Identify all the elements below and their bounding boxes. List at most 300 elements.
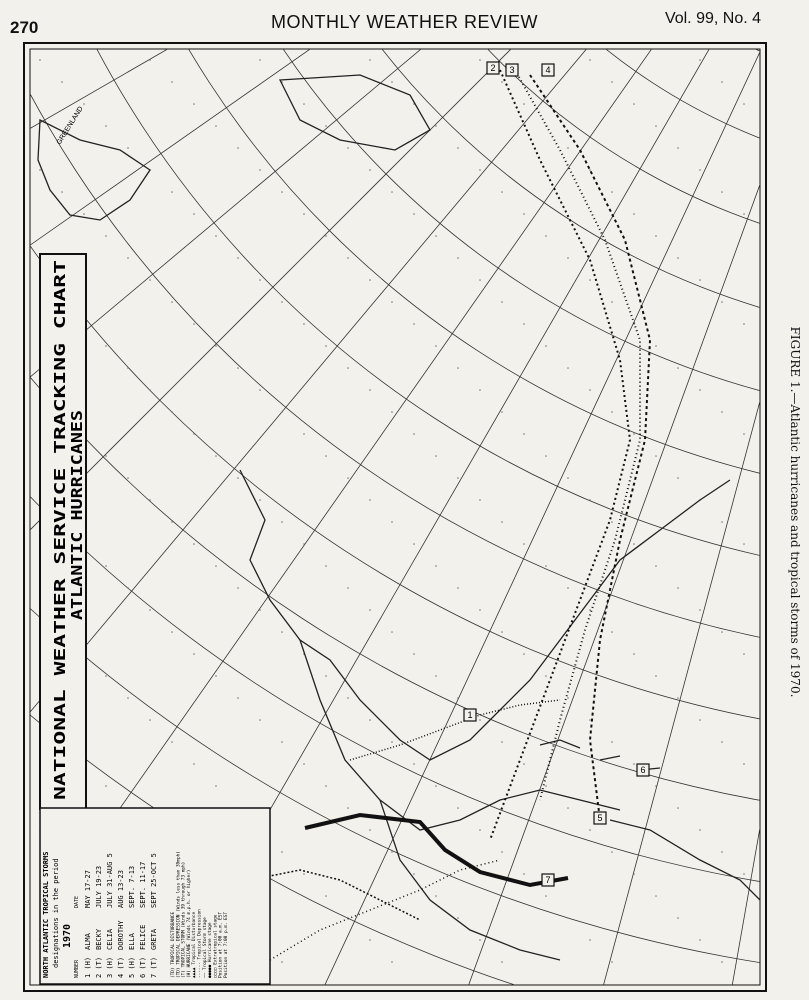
grid-dot bbox=[567, 477, 569, 479]
legend-storm-number: 6 (T) bbox=[139, 956, 147, 978]
grid-dot bbox=[633, 873, 635, 875]
south-america-coast bbox=[610, 820, 760, 900]
grid-dot bbox=[303, 103, 305, 105]
grid-dot bbox=[677, 807, 679, 809]
grid-dot bbox=[149, 719, 151, 721]
legend-storm-date: SEPT 25-OCT 5 bbox=[150, 853, 158, 908]
legend-storm-name: BECKY bbox=[95, 928, 103, 950]
storm-marker-number: 3 bbox=[509, 65, 515, 75]
grid-dot bbox=[193, 323, 195, 325]
grid-dot bbox=[369, 389, 371, 391]
grid-dot bbox=[721, 521, 723, 523]
grid-dot bbox=[105, 455, 107, 457]
meridian-line bbox=[62, 0, 704, 891]
grid-dot bbox=[435, 345, 437, 347]
grid-dot bbox=[589, 169, 591, 171]
europe-coast bbox=[280, 75, 430, 150]
grid-dot bbox=[743, 103, 745, 105]
legend-col-date: DATE bbox=[74, 895, 80, 908]
grid-dot bbox=[215, 235, 217, 237]
grid-dot bbox=[743, 763, 745, 765]
grid-dot bbox=[501, 961, 503, 963]
grid-dot bbox=[699, 59, 701, 61]
grid-dot bbox=[215, 455, 217, 457]
chart-title-line2: ATLANTIC HURRICANES bbox=[68, 448, 86, 620]
grid-dot bbox=[611, 961, 613, 963]
grid-dot bbox=[215, 675, 217, 677]
grid-dot bbox=[721, 301, 723, 303]
chart-title-box bbox=[40, 254, 86, 809]
grid-dot bbox=[127, 147, 129, 149]
grid-dot bbox=[61, 81, 63, 83]
legend-storm-date: JULY 31-AUG 5 bbox=[106, 853, 114, 908]
grid-dot bbox=[457, 697, 459, 699]
grid-dot bbox=[523, 433, 525, 435]
grid-dot bbox=[391, 521, 393, 523]
grid-dot bbox=[589, 719, 591, 721]
grid-dot bbox=[523, 213, 525, 215]
grid-dot bbox=[83, 103, 85, 105]
grid-dot bbox=[523, 323, 525, 325]
grid-dot bbox=[523, 763, 525, 765]
grid-dot bbox=[501, 191, 503, 193]
legend-key-item: (T) TROPICAL STORM (Winds 39 through 73 mph) bbox=[181, 861, 187, 978]
grid-dot bbox=[721, 81, 723, 83]
storm-track-4 bbox=[530, 75, 650, 820]
grid-dot bbox=[611, 81, 613, 83]
grid-dot bbox=[325, 345, 327, 347]
grid-dot bbox=[237, 147, 239, 149]
storm-marker-number: 6 bbox=[640, 765, 646, 775]
grid-dot bbox=[281, 521, 283, 523]
grid-dot bbox=[303, 763, 305, 765]
grid-dot bbox=[633, 763, 635, 765]
grid-dot bbox=[435, 895, 437, 897]
grid-dot bbox=[611, 631, 613, 633]
grid-dot bbox=[699, 279, 701, 281]
grid-dot bbox=[105, 785, 107, 787]
grid-dot bbox=[545, 675, 547, 677]
volume-number: Vol. 99, No. 4 bbox=[664, 10, 761, 27]
grid-dot bbox=[655, 785, 657, 787]
grid-dot bbox=[325, 565, 327, 567]
grid-dot bbox=[391, 301, 393, 303]
grid-dot bbox=[721, 851, 723, 853]
grid-dot bbox=[721, 191, 723, 193]
grid-dot bbox=[545, 345, 547, 347]
grid-dot bbox=[545, 895, 547, 897]
grid-dot bbox=[457, 367, 459, 369]
grid-dot bbox=[743, 323, 745, 325]
grid-dot bbox=[523, 103, 525, 105]
grid-dot bbox=[259, 499, 261, 501]
grid-dot bbox=[633, 653, 635, 655]
grid-dot bbox=[611, 521, 613, 523]
chart-title-line1: NATIONAL WEATHER SERVICE TRACKING CHART bbox=[51, 447, 69, 800]
grid-dot bbox=[589, 939, 591, 941]
grid-dot bbox=[545, 235, 547, 237]
gulf-coast bbox=[300, 640, 620, 830]
grid-dot bbox=[655, 125, 657, 127]
grid-dot bbox=[215, 345, 217, 347]
figure-caption: FIGURE 1.—Atlantic hurricanes and tropical storms of 1970. bbox=[788, 326, 802, 698]
grid-dot bbox=[347, 697, 349, 699]
grid-dot bbox=[457, 587, 459, 589]
legend-subheading: designations in the period bbox=[52, 858, 60, 968]
legend-storm-name: GRETA bbox=[150, 928, 158, 950]
grid-dot bbox=[743, 653, 745, 655]
grid-dot bbox=[105, 565, 107, 567]
grid-dot bbox=[435, 675, 437, 677]
grid-dot bbox=[127, 367, 129, 369]
grid-dot bbox=[545, 565, 547, 567]
grid-dot bbox=[413, 213, 415, 215]
grid-dot bbox=[677, 367, 679, 369]
storm-marker-number: 2 bbox=[490, 63, 496, 73]
grid-dot bbox=[369, 829, 371, 831]
storm-track-3 bbox=[515, 70, 640, 800]
grid-dot bbox=[303, 323, 305, 325]
grid-dot bbox=[677, 477, 679, 479]
grid-dot bbox=[567, 697, 569, 699]
grid-dot bbox=[721, 411, 723, 413]
legend-storm-name: FELICE bbox=[139, 924, 147, 950]
grid-dot bbox=[149, 609, 151, 611]
grid-dot bbox=[501, 301, 503, 303]
grid-dot bbox=[325, 675, 327, 677]
grid-dot bbox=[435, 455, 437, 457]
grid-dot bbox=[567, 367, 569, 369]
grid-dot bbox=[127, 587, 129, 589]
grid-dot bbox=[391, 411, 393, 413]
grid-dot bbox=[589, 829, 591, 831]
grid-dot bbox=[677, 587, 679, 589]
meridian-line bbox=[566, 44, 809, 1000]
grid-dot bbox=[479, 499, 481, 501]
grid-dot bbox=[369, 279, 371, 281]
grid-dot bbox=[435, 125, 437, 127]
grid-dot bbox=[281, 741, 283, 743]
legend-storm-date: SEPT. 11-17 bbox=[139, 861, 147, 908]
grid-dot bbox=[171, 81, 173, 83]
grid-dot bbox=[127, 697, 129, 699]
grid-dot bbox=[611, 301, 613, 303]
grid-dot bbox=[171, 191, 173, 193]
grid-dot bbox=[611, 851, 613, 853]
grid-dot bbox=[479, 389, 481, 391]
grid-dot bbox=[215, 125, 217, 127]
parallel-line bbox=[380, 0, 809, 180]
legend-storm-name: ALMA bbox=[84, 933, 92, 950]
grid-dot bbox=[171, 521, 173, 523]
legend-year: 1970 bbox=[62, 923, 73, 948]
grid-dot bbox=[347, 147, 349, 149]
grid-dot bbox=[699, 609, 701, 611]
grid-dot bbox=[743, 433, 745, 435]
grid-dot bbox=[347, 257, 349, 259]
grid-dot bbox=[699, 939, 701, 941]
grid-dot bbox=[105, 125, 107, 127]
grid-dot bbox=[61, 191, 63, 193]
legend-storm-number: 1 (H) bbox=[84, 956, 92, 978]
grid-dot bbox=[457, 477, 459, 479]
legend-key-item: (TD) TROPICAL DEPRESSION (Winds less than 39mph) bbox=[176, 851, 182, 978]
page-number: 270 bbox=[10, 18, 39, 37]
legend-storm-name: CELIA bbox=[106, 928, 114, 950]
legend-key-item: ▲▲▲▲ Tropical Disturbance bbox=[192, 911, 198, 978]
grid-dot bbox=[259, 279, 261, 281]
parallel-line bbox=[60, 0, 809, 500]
parallel-line bbox=[140, 0, 809, 420]
grid-dot bbox=[193, 763, 195, 765]
grid-dot bbox=[259, 719, 261, 721]
storm-marker-number: 7 bbox=[545, 875, 551, 885]
legend-storm-number: 2 (T) bbox=[95, 956, 103, 978]
grid-dot bbox=[325, 895, 327, 897]
parallel-line bbox=[300, 0, 809, 260]
grid-dot bbox=[589, 389, 591, 391]
grid-dot bbox=[237, 257, 239, 259]
legend-key-item: Position at 7:00 a.m. EST bbox=[218, 911, 224, 978]
grid-dot bbox=[435, 565, 437, 567]
grid-dot bbox=[281, 301, 283, 303]
grid-dot bbox=[743, 543, 745, 545]
legend-key-item: ○○○○ Extratropical stage bbox=[213, 914, 219, 978]
grid-dot bbox=[567, 587, 569, 589]
legend-key-item: (TD) TROPICAL DISTURBANCE bbox=[171, 911, 176, 978]
legend-storm-date: AUG 13-23 bbox=[117, 870, 125, 908]
grid-dot bbox=[369, 609, 371, 611]
grid-dot bbox=[435, 785, 437, 787]
grid-dot bbox=[303, 213, 305, 215]
grid-dot bbox=[171, 741, 173, 743]
grid-dot bbox=[479, 169, 481, 171]
legend-storm-name: ELLA bbox=[128, 933, 136, 950]
grid-dot bbox=[523, 873, 525, 875]
meridian-line bbox=[0, 0, 612, 608]
grid-dot bbox=[237, 367, 239, 369]
grid-dot bbox=[633, 213, 635, 215]
grid-dot bbox=[303, 873, 305, 875]
legend-storm-number: 3 (H) bbox=[106, 956, 114, 978]
grid-dot bbox=[501, 851, 503, 853]
grid-dot bbox=[325, 785, 327, 787]
grid-dot bbox=[479, 719, 481, 721]
legend-key-item: ●●●●● Hurricane stage bbox=[208, 922, 214, 978]
grid-dot bbox=[633, 433, 635, 435]
grid-dot bbox=[325, 235, 327, 237]
grid-dot bbox=[193, 543, 195, 545]
grid-dot bbox=[655, 455, 657, 457]
legend-key-item: —— Tropical Storm stage bbox=[202, 917, 208, 978]
grid-dot bbox=[479, 59, 481, 61]
grid-dot bbox=[479, 609, 481, 611]
storm-marker-number: 5 bbox=[597, 813, 603, 823]
grid-dot bbox=[391, 851, 393, 853]
legend-storm-date: MAY 17-27 bbox=[84, 870, 92, 908]
grid-dot bbox=[259, 389, 261, 391]
grid-dot bbox=[303, 433, 305, 435]
grid-dot bbox=[611, 191, 613, 193]
grid-dot bbox=[457, 147, 459, 149]
grid-dot bbox=[149, 59, 151, 61]
central-america-coast bbox=[380, 800, 560, 960]
grid-dot bbox=[567, 257, 569, 259]
storm-marker-number: 1 bbox=[467, 710, 473, 720]
grid-dot bbox=[391, 741, 393, 743]
grid-dot bbox=[171, 631, 173, 633]
grid-dot bbox=[171, 301, 173, 303]
grid-dot bbox=[281, 411, 283, 413]
grid-dot bbox=[369, 59, 371, 61]
grid-dot bbox=[215, 565, 217, 567]
grid-dot bbox=[479, 939, 481, 941]
grid-dot bbox=[127, 477, 129, 479]
parallel-line bbox=[220, 0, 809, 340]
grid-dot bbox=[501, 411, 503, 413]
grid-dot bbox=[457, 807, 459, 809]
grid-dot bbox=[589, 279, 591, 281]
storm-legend-box bbox=[40, 808, 270, 984]
grid-dot bbox=[479, 279, 481, 281]
grid-dot bbox=[281, 191, 283, 193]
grid-dot bbox=[105, 675, 107, 677]
grid-dot bbox=[39, 169, 41, 171]
grid-dot bbox=[105, 235, 107, 237]
grid-dot bbox=[655, 235, 657, 237]
grid-dot bbox=[501, 741, 503, 743]
grid-dot bbox=[413, 543, 415, 545]
legend-storm-date: JULY 19-23 bbox=[95, 865, 103, 908]
grid-dot bbox=[259, 169, 261, 171]
grid-dot bbox=[149, 389, 151, 391]
grid-dot bbox=[655, 675, 657, 677]
grid-dot bbox=[743, 213, 745, 215]
grid-dot bbox=[281, 961, 283, 963]
journal-title: MONTHLY WEATHER REVIEW bbox=[270, 12, 539, 32]
grid-dot bbox=[281, 851, 283, 853]
grid-dot bbox=[413, 433, 415, 435]
grid-dot bbox=[303, 543, 305, 545]
grid-dot bbox=[633, 103, 635, 105]
grid-dot bbox=[589, 59, 591, 61]
grid-dot bbox=[699, 719, 701, 721]
legend-key-item: Position at 7:00 p.m. EST bbox=[224, 911, 229, 978]
grid-dot bbox=[743, 873, 745, 875]
grid-dot bbox=[413, 763, 415, 765]
grid-dot bbox=[567, 147, 569, 149]
greenland-coast bbox=[38, 120, 150, 220]
grid-dot bbox=[655, 895, 657, 897]
legend-storm-number: 4 (T) bbox=[117, 956, 125, 978]
grid-dot bbox=[83, 213, 85, 215]
grid-dot bbox=[677, 257, 679, 259]
grid-dot bbox=[325, 125, 327, 127]
grid-dot bbox=[699, 389, 701, 391]
grid-dot bbox=[347, 587, 349, 589]
grid-dot bbox=[567, 807, 569, 809]
grid-dot bbox=[149, 279, 151, 281]
storm-track-5 bbox=[350, 700, 560, 760]
grid-dot bbox=[655, 345, 657, 347]
grid-dot bbox=[259, 609, 261, 611]
grid-dot bbox=[325, 455, 327, 457]
grid-dot bbox=[413, 323, 415, 325]
grid-dot bbox=[655, 565, 657, 567]
grid-dot bbox=[193, 213, 195, 215]
legend-key-item: (H) HURRICANE (Winds 74 m.p.h. or higher) bbox=[186, 869, 192, 978]
grid-dot bbox=[721, 741, 723, 743]
grid-dot bbox=[611, 411, 613, 413]
legend-storm-date: SEPT. 7-13 bbox=[128, 865, 136, 908]
grid-dot bbox=[259, 59, 261, 61]
grid-dot bbox=[193, 433, 195, 435]
grid-dot bbox=[237, 697, 239, 699]
grid-dot bbox=[677, 697, 679, 699]
grid-dot bbox=[193, 103, 195, 105]
grid-dot bbox=[567, 917, 569, 919]
grid-dot bbox=[215, 785, 217, 787]
grid-dot bbox=[127, 257, 129, 259]
grid-dot bbox=[677, 917, 679, 919]
grid-dot bbox=[413, 653, 415, 655]
parallel-line bbox=[460, 0, 809, 100]
grid-dot bbox=[545, 785, 547, 787]
grid-dot bbox=[347, 367, 349, 369]
grid-dot bbox=[699, 829, 701, 831]
grid-dot bbox=[391, 81, 393, 83]
storm-marker-number: 4 bbox=[545, 65, 551, 75]
grid-dot bbox=[39, 59, 41, 61]
grid-dot bbox=[391, 961, 393, 963]
storm-track-2 bbox=[490, 70, 630, 840]
legend-heading: NORTH ATLANTIC TROPICAL STORMS bbox=[42, 851, 50, 978]
storm-track-7 bbox=[270, 860, 500, 960]
legend-key-item: ------ Tropical Depression bbox=[197, 909, 203, 978]
grid-dot bbox=[347, 807, 349, 809]
grid-dot bbox=[237, 587, 239, 589]
grid-dot bbox=[193, 653, 195, 655]
grid-dot bbox=[369, 169, 371, 171]
grid-dot bbox=[501, 631, 503, 633]
grid-dot bbox=[501, 521, 503, 523]
grid-dot bbox=[611, 741, 613, 743]
grid-dot bbox=[347, 477, 349, 479]
grid-dot bbox=[479, 829, 481, 831]
meridian-line bbox=[0, 0, 545, 256]
grid-dot bbox=[413, 873, 415, 875]
grid-dot bbox=[699, 169, 701, 171]
grid-dot bbox=[369, 499, 371, 501]
legend-storm-number: 5 (H) bbox=[128, 956, 136, 978]
greenland-label: GREENLAND bbox=[55, 105, 85, 147]
grid-dot bbox=[721, 961, 723, 963]
grid-dot bbox=[149, 499, 151, 501]
grid-dot bbox=[369, 939, 371, 941]
grid-dot bbox=[237, 477, 239, 479]
grid-dot bbox=[391, 631, 393, 633]
meridian-line bbox=[0, 0, 587, 498]
grid-dot bbox=[633, 543, 635, 545]
grid-dot bbox=[105, 345, 107, 347]
legend-storm-number: 7 (T) bbox=[150, 956, 158, 978]
grid-dot bbox=[523, 543, 525, 545]
grid-dot bbox=[523, 653, 525, 655]
grid-dot bbox=[391, 191, 393, 193]
grid-dot bbox=[589, 499, 591, 501]
legend-storm-name: DOROTHY bbox=[117, 920, 125, 950]
grid-dot bbox=[677, 147, 679, 149]
